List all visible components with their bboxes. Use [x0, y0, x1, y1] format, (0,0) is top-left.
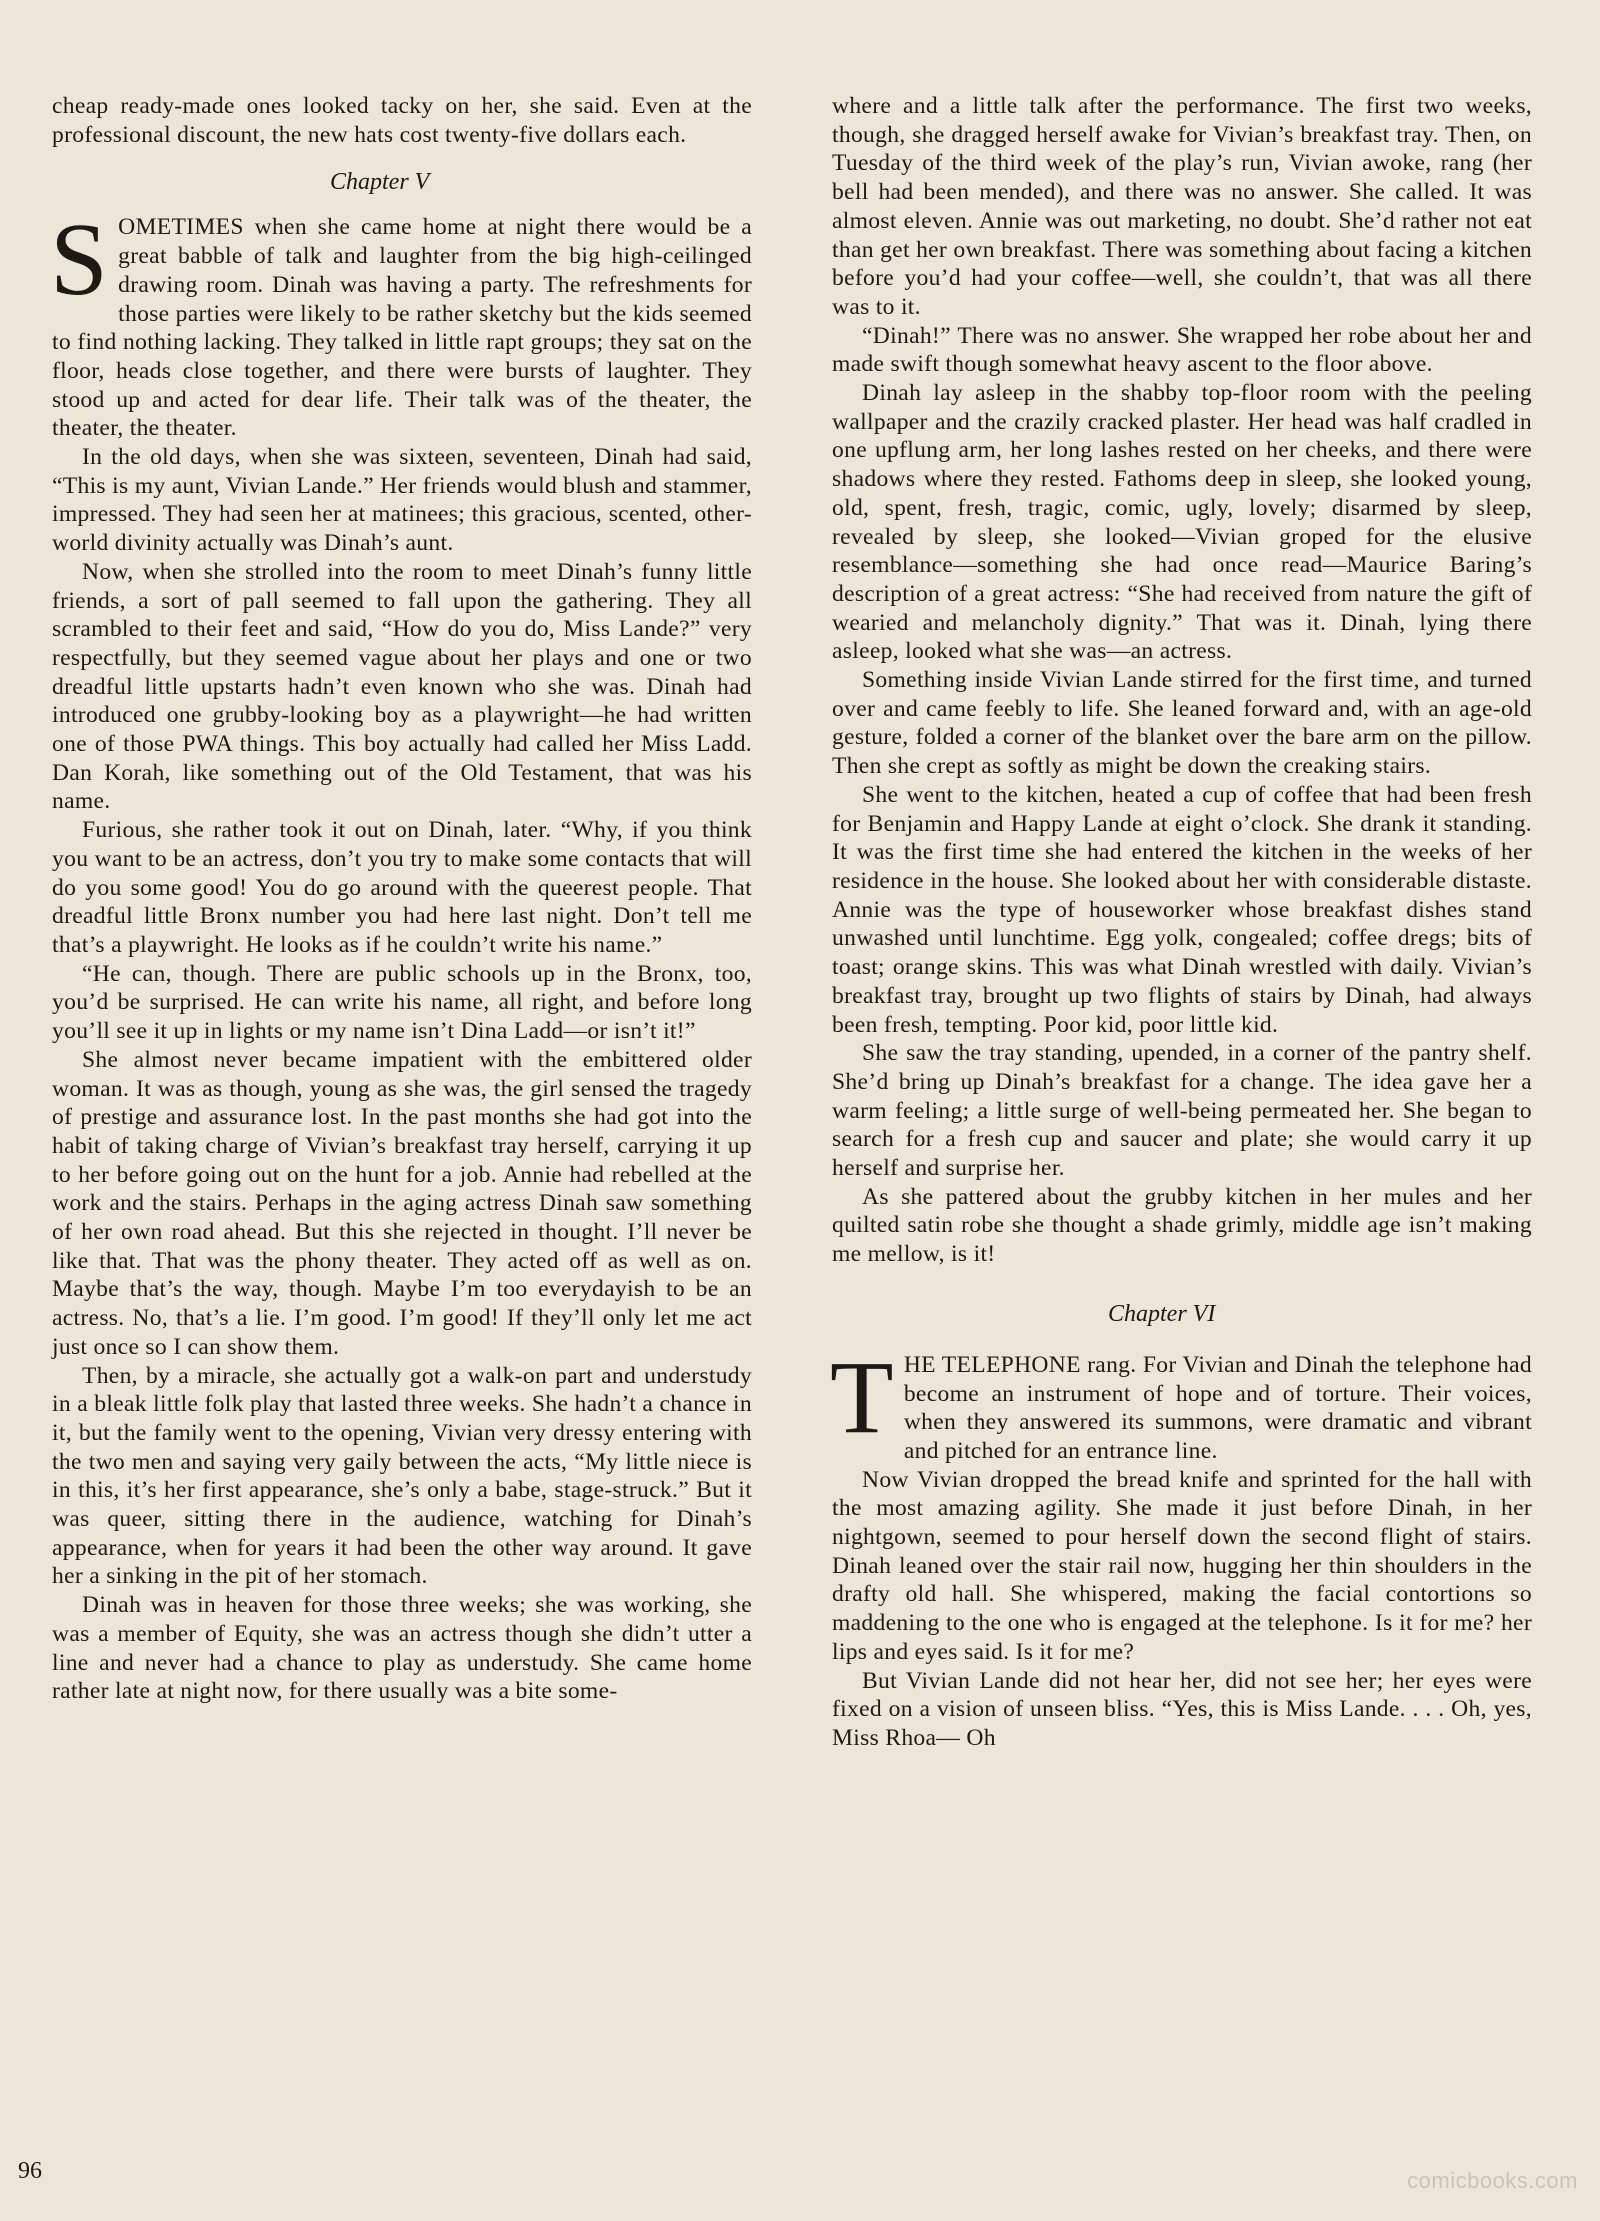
paragraph: Now Vivian dropped the bread knife and sprinted for the hall with the most amazing agility. She made it just before Dinah, in her nightgown, seemed to pour herself down the second flight of stairs. Dinah leaned over the stair rail now, hugging her thin shoulders in the drafty old hall. She whispered, making the facial contortions so maddening to the one who is engaged at the telephone. Is it for me? her lips and eyes said. Is it for me?: [832, 1466, 1532, 1665]
paragraph: Dinah lay asleep in the shabby top-floor room with the peeling wallpaper and the crazily cracked plaster. Her head was half cradled in one upflung arm, her long lashes rested on her cheeks, and there were shadows where they rested. Fathoms deep in sleep, she looked young, old, spent, fresh, tragic, comic, ugly, lovely; disarmed by sleep, revealed by sleep, she looked—Vivian groped for the elusive resemblance—something she had once read—Maurice Baring’s description of a great actress: “She had received from nature the gift of wearied and melancholy dignity.” That was it. Dinah, lying there asleep, looked what she was—an actress.: [832, 380, 1532, 665]
drop-cap: S: [50, 202, 109, 318]
drop-cap: T: [830, 1339, 894, 1455]
paragraph: In the old days, when she was sixteen, seventeen, Dinah had said, “This is my aunt, Vivian Lande.” Her friends would blush and stammer, impressed. They had seen her at matinees; this gracious, scented, other-world divinity actually was Dinah’s aunt.: [52, 444, 752, 557]
paragraph: Dinah was in heaven for those three weeks; she was working, she was a member of Equity, she was an actress though she didn’t utter a line and never had a chance to play as understudy. She came home rather late at night now, for there usually was a bite some-: [52, 1592, 752, 1705]
paragraph: Furious, she rather took it out on Dinah, later. “Why, if you think you want to be an actress, don’t you try to make some contacts that will do you some good! You do go around with the queerest people. That dreadful little Bronx number you had here last night. Don’t tell me that’s a playwright. He looks as if he couldn’t write his name.”: [52, 817, 752, 958]
chapter-opening-paragraph: [50, 202, 752, 443]
chapter-heading: Chapter V: [330, 169, 430, 196]
paragraph: Something inside Vivian Lande stirred for the first time, and turned over and came feebly to life. She leaned forward and, with an age-old gesture, folded a corner of the blanket over the bare arm on the pillow. Then she crept as softly as might be down the creaking stairs.: [832, 667, 1532, 780]
paragraph: cheap ready-made ones looked tacky on her, she said. Even at the professional discount, the new hats cost twenty-five dollars each.: [52, 93, 752, 148]
paragraph: She saw the tray standing, upended, in a corner of the pantry shelf. She’d bring up Dinah’s breakfast for a change. The idea gave her a warm feeling; a little surge of well-being permeated her. She began to search for a fresh cup and saucer and plate; she would carry it up herself and surprise her.: [832, 1040, 1532, 1182]
opening-text: HE TELEPHONE rang. For Vivian and Dinah the telephone had become an instrument of hope and of torture. Their voices, when they answered its summons, were dramatic and vibrant and pitched for an entrance line.: [903, 1351, 1532, 1464]
paragraph: As she pattered about the grubby kitchen in her mules and her quilted satin robe she thought a shade grimly, middle age isn’t making me mellow, is it!: [832, 1183, 1532, 1268]
paragraph: Now, when she strolled into the room to meet Dinah’s funny little friends, a sort of pall seemed to fall upon the gathering. They all scrambled to their feet and said, “How do you do, Miss Lande?” very respectfully, but they seemed vague about her plays and one or two dreadful little upstarts hadn’t even known who she was. Dinah had introduced one grubby-looking boy as a playwright—he had written one of those PWA things. This boy actually had called her Miss Ladd. Dan Korah, like something out of the Old Testament, that was his name.: [52, 558, 752, 815]
chapter-heading: Chapter VI: [1108, 1300, 1216, 1327]
paragraph: “Dinah!” There was no answer. She wrapped her robe about her and made swift though somewhat heavy ascent to the floor above.: [832, 322, 1532, 378]
paragraph: Then, by a miracle, she actually got a walk-on part and understudy in a bleak little folk play that lasted three weeks. She hadn’t a chance in it, but the family went to the opening, Vivian very dressy entering with the two men and saying very gaily between the acts, “My little niece is in this, it’s her first appearance, she’s only a babe, stage-struck.” But it was queer, sitting there in the audience, watching for Dinah’s appearance, when for years it had been the other way around. It gave her a sinking in the pit of her stomach.: [52, 1362, 752, 1590]
right-column: [832, 92, 1532, 1753]
left-column: [52, 92, 752, 1706]
paragraph: She almost never became impatient with the embittered older woman. It was as though, young as she was, the girl sensed the tragedy of prestige and assurance lost. In the past months she had got into the habit of taking charge of Vivian’s breakfast tray herself, carrying it up to her before going out on the hunt for a job. Annie had rebelled at the work and the stairs. Perhaps in the aging actress Dinah saw something of her own road ahead. But this she rejected in thought. I’ll never be like that. That was the phony theater. They acted off as well as on. Maybe that’s the way, though. Maybe I’m too everydayish to be an actress. No, that’s a lie. I’m good. I’m good! If they’ll only let me act just once so I can show them.: [52, 1046, 752, 1360]
paragraph: where and a little talk after the performance. The first two weeks, though, she dragged herself awake for Vivian’s breakfast tray. Then, on Tuesday of the third week of the play’s run, Vivian awoke, rang (her bell had been mended), and there was no answer. She called. It was almost eleven. Annie was out marketing, no doubt. She’d rather not eat than get her own breakfast. There was something about facing a kitchen before you’d had your coffee—well, she couldn’t, that was all there was to it.: [832, 93, 1532, 320]
paragraph: But Vivian Lande did not hear her, did not see her; her eyes were fixed on a vision of unseen bliss. “Yes, this is Miss Lande. . . . Oh, yes, Miss Rhoa— Oh: [832, 1667, 1532, 1751]
paragraph: She went to the kitchen, heated a cup of coffee that had been fresh for Benjamin and Happy Lande at eight o’clock. She drank it standing. It was the first time she had entered the kitchen in the weeks of her residence in the house. She looked about her with considerable distaste. Annie was the type of houseworker whose breakfast dishes stand unwashed until lunchtime. Egg yolk, congealed; coffee dregs; bits of toast; orange skins. This was what Dinah wrestled with daily. Vivian’s breakfast tray, brought up two flights of stairs by Dinah, had always been fresh, tempting. Poor kid, poor little kid.: [832, 781, 1532, 1038]
chapter-opening-paragraph: [830, 1339, 1532, 1466]
watermark: comicbooks.com: [1407, 2168, 1578, 2193]
page-number: 96: [18, 2158, 42, 2184]
paragraph: “He can, though. There are public schools up in the Bronx, too, you’d be surprised. He can write his name, all right, and before long you’ll see it up in lights or my name isn’t Dina Ladd—or isn’t it!”: [52, 960, 752, 1045]
opening-text: OMETIMES when she came home at night there would be a great babble of talk and laughter from the big high-ceilinged drawing room. Dinah was having a party. The refreshments for those parties were likely to be rather sketchy but the kids seemed to find nothing lacking. They talked in little rapt groups; they sat on the floor, heads close together, and there were bursts of laughter. They stood up and acted for dear life. Their talk was of the theater, the theater, the theater.: [52, 214, 752, 442]
